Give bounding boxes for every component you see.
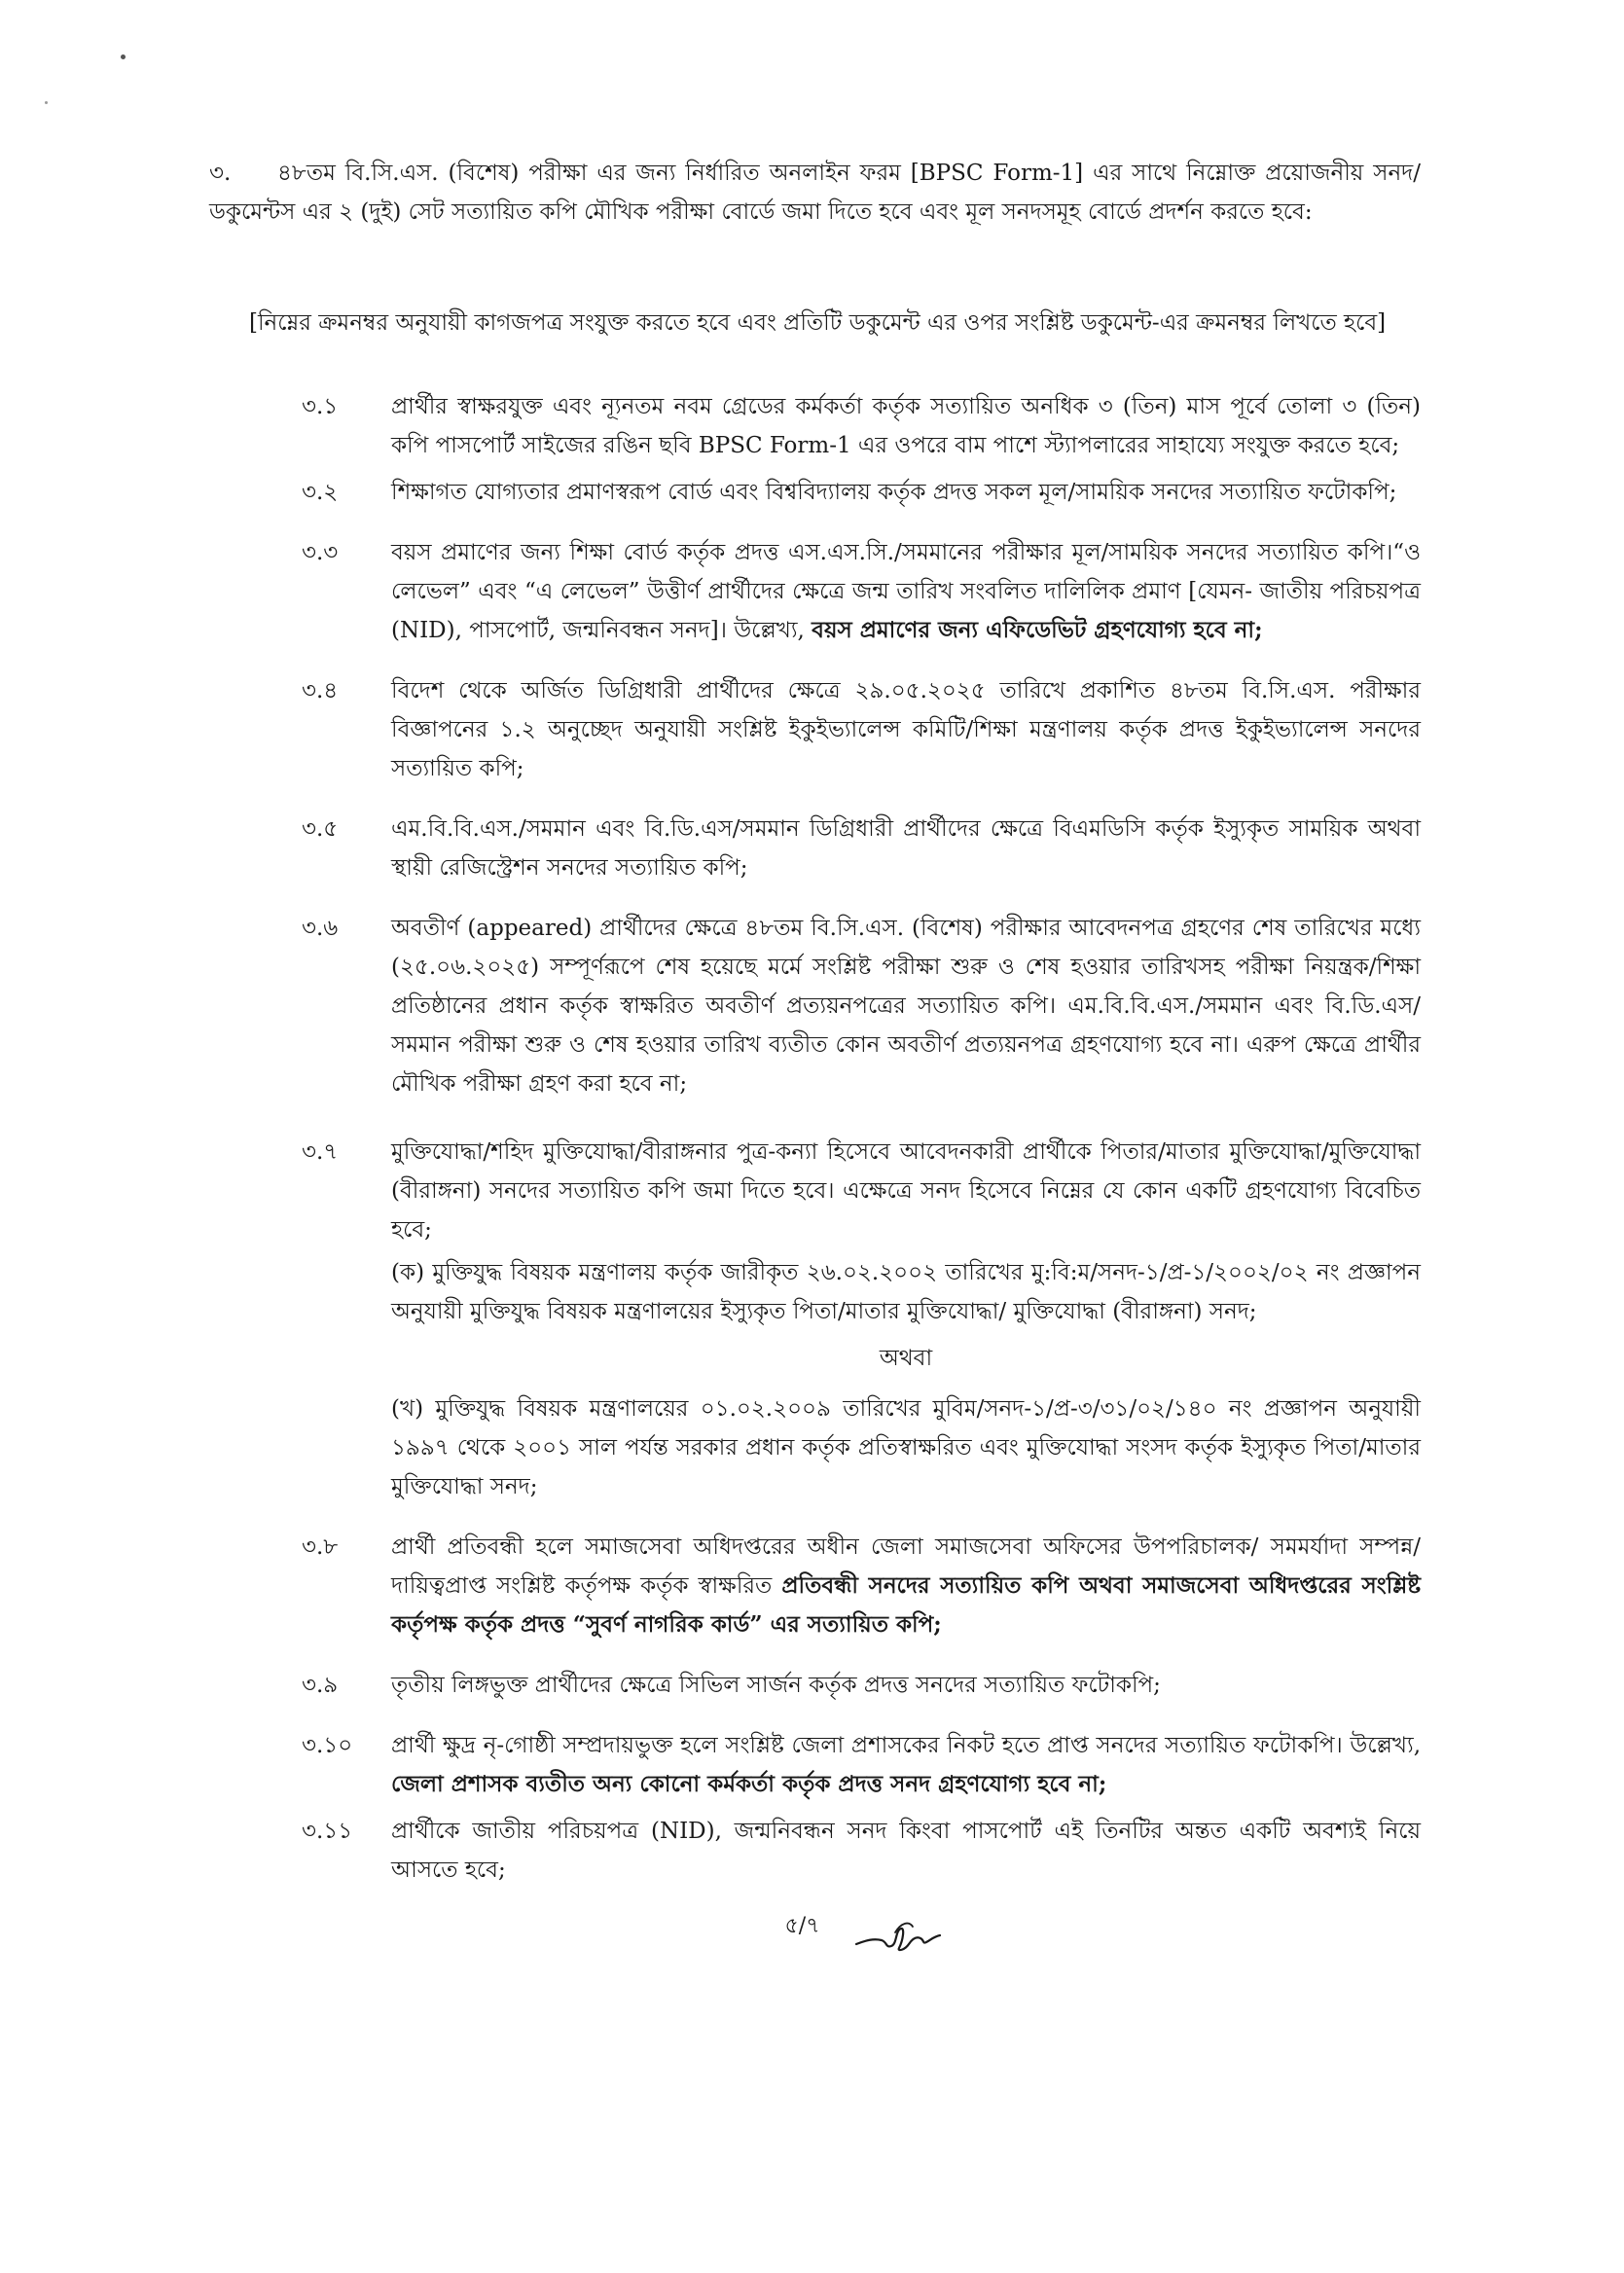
item-text: বিদেশ থেকে অর্জিত ডিগ্রিধারী প্রার্থীদের ক্ষেত্রে ২৯.০৫.২০২৫ তারিখে প্রকাশিত ৪৮তম বি.সি.এস. পরীক্ষার বিজ্ঞাপনের ১.২ অনুচ্ছেদ অনুযায়ী সংশ্লিষ্ট ইকুইভ্যালেন্স কমিটি/শিক্ষা মন্ত্রণালয় কর্তৃক প্রদত্ত ইকুইভ্যালেন্স সনদের সত্যায়িত কপি;	[391, 678, 1421, 781]
item-number: ৩.৩	[302, 540, 339, 565]
item-bold-text: বয়স প্রমাণের জন্য এফিডেভিট গ্রহণযোগ্য হবে না;	[812, 617, 1263, 643]
list-item	[282, 473, 1421, 512]
item-text: প্রার্থীর স্বাক্ষরযুক্ত এবং ন্যূনতম নবম গ্রেডের কর্মকর্তা কর্তৃক সত্যায়িত অনধিক ৩ (তিন) মাস পূর্বে তোলা ৩ (তিন) কপি পাসপোর্ট সাইজের রঙিন ছবি BPSC Form-1 এর ওপরে বাম পাশে স্ট্যাপলারের সাহায্যে সংযুক্ত করতে হবে;	[391, 394, 1421, 458]
item-number: ৩.৪	[302, 678, 339, 704]
list-item	[282, 671, 1421, 788]
list-item	[282, 387, 1421, 465]
list-item	[282, 1528, 1421, 1644]
list-item	[282, 810, 1421, 887]
item-bold-text: জেলা প্রশাসক ব্যতীত অন্য কোনো কর্মকর্তা কর্তৃক প্রদত্ত সনদ গ্রহণযোগ্য হবে না;	[391, 1771, 1107, 1797]
item-number: ৩.২	[302, 480, 339, 505]
item-number: ৩.১	[302, 394, 339, 419]
item-number: ৩.১১	[302, 1819, 353, 1844]
page-number: ৫/৭	[784, 1914, 820, 1938]
list-item	[282, 909, 1421, 1103]
item-number: ৩.৯	[302, 1673, 339, 1698]
list-item	[282, 1133, 1421, 1506]
item-text: এম.বি.বি.এস./সমমান এবং বি.ডি.এস/সমমান ডিগ্রিধারী প্রার্থীদের ক্ষেত্রে বিএমডিসি কর্তৃক ইস্যুকৃত সাময়িক অথবা স্থায়ী রেজিস্ট্রেশন সনদের সত্যায়িত কপি;	[391, 816, 1421, 881]
item-subclause-a: (ক) মুক্তিযুদ্ধ বিষয়ক মন্ত্রণালয় কর্তৃক জারীকৃত ২৬.০২.২০০২ তারিখের মু:বি:ম/সনদ-১/প্র-১/২০০২/০২ নং প্রজ্ঞাপন অনুযায়ী মুক্তিযুদ্ধ বিষয়ক মন্ত্রণালয়ের ইস্যুকৃত পিতা/মাতার মুক্তিযোদ্ধা/ মুক্তিযোদ্ধা (বীরাঙ্গনা) সনদ;	[391, 1260, 1421, 1324]
list-item	[282, 1812, 1421, 1890]
section-number: ৩.	[209, 161, 232, 186]
intro-paragraph	[209, 154, 1421, 232]
or-separator: অথবা	[879, 1346, 933, 1371]
list-item	[282, 533, 1421, 650]
item-text: বয়স প্রমাণের জন্য শিক্ষা বোর্ড কর্তৃক প্রদত্ত এস.এস.সি./সমমানের পরীক্ষার মূল/সাময়িক সনদের সত্যায়িত কপি।“ও লেভেল” এবং “এ লেভেল” উত্তীর্ণ প্রার্থীদের ক্ষেত্রে জন্ম তারিখ সংবলিত দালিলিক প্রমাণ [যেমন- জাতীয় পরিচয়পত্র (NID), পাসপোর্ট, জন্মনিবন্ধন সনদ]। উল্লেখ্য,	[391, 540, 1421, 643]
item-text: অবতীর্ণ (appeared) প্রার্থীদের ক্ষেত্রে ৪৮তম বি.সি.এস. (বিশেষ) পরীক্ষার আবেদনপত্র গ্রহণের শেষ তারিখের মধ্যে (২৫.০৬.২০২৫) সম্পূর্ণরূপে শেষ হয়েছে মর্মে সংশ্লিষ্ট পরীক্ষা শুরু ও শেষ হওয়ার তারিখসহ পরীক্ষা নিয়ন্ত্রক/শিক্ষা প্রতিষ্ঠানের প্রধান কর্তৃক স্বাক্ষরিত অবতীর্ণ প্রত্যয়নপত্রের সত্যায়িত কপি। এম.বি.বি.এস./সমমান এবং বি.ডি.এস/সমমান পরীক্ষা শুরু ও শেষ হওয়ার তারিখ ব্যতীত কোন অবতীর্ণ প্রত্যয়নপত্র গ্রহণযোগ্য হবে না। এরুপ ক্ষেত্রে প্রার্থীর মৌখিক পরীক্ষা গ্রহণ করা হবে না;	[391, 916, 1421, 1097]
item-text: প্রার্থী ক্ষুদ্র নৃ-গোষ্ঠী সম্প্রদায়ভুক্ত হলে সংশ্লিষ্ট জেলা প্রশাসকের নিকট হতে প্রাপ্ত সনদের সত্যায়িত ফটোকপি। উল্লেখ্য,	[391, 1733, 1421, 1758]
document-list	[282, 387, 1421, 1890]
item-text: প্রার্থীকে জাতীয় পরিচয়পত্র (NID), জন্মনিবন্ধন সনদ কিংবা পাসপোর্ট এই তিনটির অন্তত একটি অবশ্যই নিয়ে আসতে হবে;	[391, 1819, 1421, 1883]
item-text: শিক্ষাগত যোগ্যতার প্রমাণস্বরূপ বোর্ড এবং বিশ্ববিদ্যালয় কর্তৃক প্রদত্ত সকল মূল/সাময়িক সনদের সত্যায়িত ফটোকপি;	[391, 480, 1397, 505]
instruction-note: [নিম্নের ক্রমনম্বর অনুযায়ী কাগজপত্র সংযুক্ত করতে হবে এবং প্রতিটি ডকুমেন্ট এর ওপর সংশ্লিষ্ট ডকুমেন্ট-এর ক্রমনম্বর লিখতে হবে]	[249, 310, 1387, 336]
scan-speck	[45, 101, 48, 104]
item-subclause-b: (খ) মুক্তিযুদ্ধ বিষয়ক মন্ত্রণালয়ের ০১.০২.২০০৯ তারিখের মুবিম/সনদ-১/প্র-৩/৩১/০২/১৪০ নং প্রজ্ঞাপন অনুযায়ী ১৯৯৭ থেকে ২০০১ সাল পর্যন্ত সরকার প্রধান কর্তৃক প্রতিস্বাক্ষরিত এবং মুক্তিযোদ্ধা সংসদ কর্তৃক ইস্যুকৃত পিতা/মাতার মুক্তিযোদ্ধা সনদ;	[391, 1396, 1421, 1499]
item-number: ৩.১০	[302, 1733, 353, 1758]
item-text: মুক্তিযোদ্ধা/শহিদ মুক্তিযোদ্ধা/বীরাঙ্গনার পুত্র-কন্যা হিসেবে আবেদনকারী প্রার্থীকে পিতার/মাতার মুক্তিযোদ্ধা/মুক্তিযোদ্ধা (বীরাঙ্গনা) সনদের সত্যায়িত কপি জমা দিতে হবে। এক্ষেত্রে সনদ হিসেবে নিম্নের যে কোন একটি গ্রহণযোগ্য বিবেচিত হবে;	[391, 1139, 1421, 1243]
signature-mark	[852, 1919, 946, 1956]
item-text: প্রার্থী প্রতিবন্ধী হলে সমাজসেবা অধিদপ্তরের অধীন জেলা সমাজসেবা অফিসের উপপরিচালক/ সমমর্যাদা সম্পন্ন/দায়িত্বপ্রাপ্ত সংশ্লিষ্ট কর্তৃপক্ষ কর্তৃক স্বাক্ষরিত	[391, 1534, 1421, 1599]
list-item	[282, 1666, 1421, 1705]
page-footer	[0, 1909, 1624, 1945]
item-number: ৩.৬	[302, 916, 339, 941]
list-item	[282, 1726, 1421, 1804]
item-number: ৩.৫	[302, 816, 339, 842]
item-text: তৃতীয় লিঙ্গভুক্ত প্রার্থীদের ক্ষেত্রে সিভিল সার্জন কর্তৃক প্রদত্ত সনদের সত্যায়িত ফটোকপি;	[391, 1673, 1161, 1698]
scan-speck	[121, 54, 126, 59]
item-number: ৩.৮	[302, 1534, 339, 1560]
item-number: ৩.৭	[302, 1139, 339, 1165]
item-bold-text: প্রতিবন্ধী সনদের সত্যায়িত কপি অথবা সমাজসেবা অধিদপ্তরের সংশ্লিষ্ট কর্তৃপক্ষ কর্তৃক প্রদত্ত “সুবর্ণ নাগরিক কার্ড” এর সত্যায়িত কপি;	[391, 1572, 1422, 1638]
intro-text: ৪৮তম বি.সি.এস. (বিশেষ) পরীক্ষা এর জন্য নির্ধারিত অনলাইন ফরম [BPSC Form-1] এর সাথে নিম্নোক্ত প্রয়োজনীয় সনদ/ডকুমেন্টস এর ২ (দুই) সেট সত্যায়িত কপি মৌখিক পরীক্ষা বোর্ডে জমা দিতে হবে এবং মূল সনদসমূহ বোর্ডে প্রদর্শন করতে হবে:	[209, 161, 1421, 225]
